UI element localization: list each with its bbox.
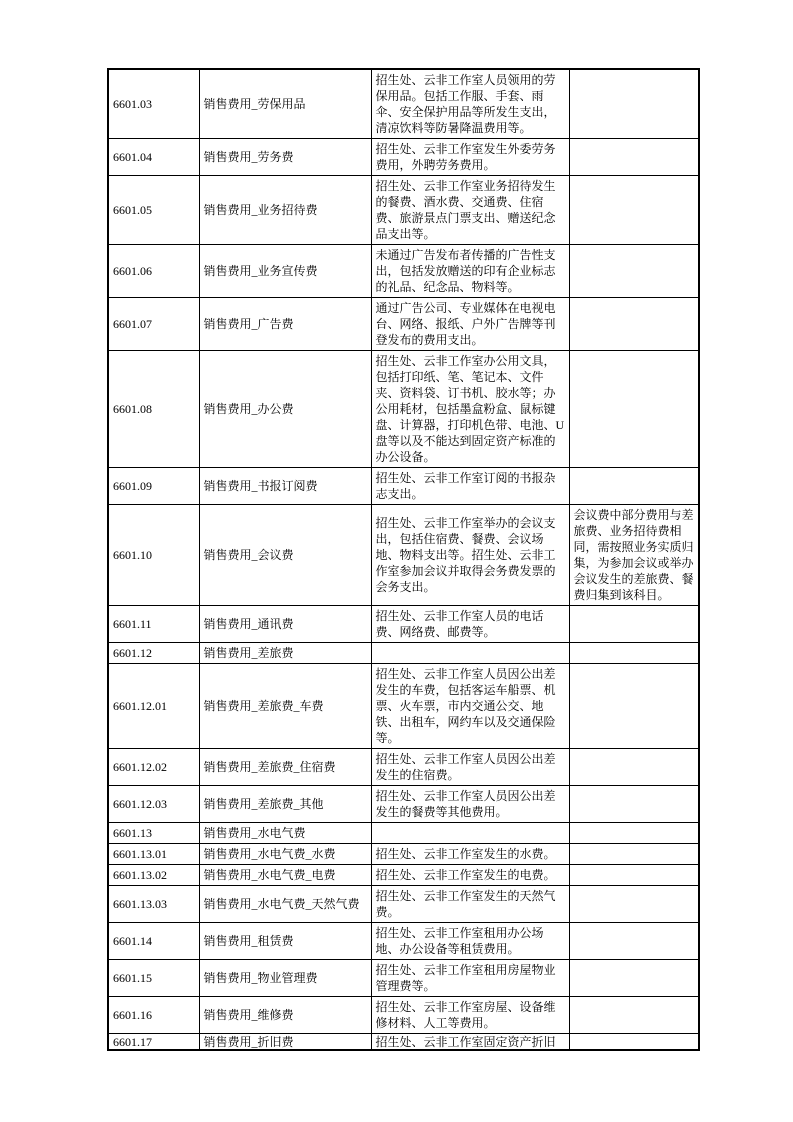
description-cell: 招生处、云非工作室人员因公出差发生的车费，包括客运车船票、机票、火车票，市内交通公交、地铁、出租车，网约车以及交通保险等。 [371,664,569,749]
notes-cell [569,245,699,298]
code-cell: 6601.12.03 [108,786,199,823]
description-cell [371,823,569,844]
name-cell: 销售费用_广告费 [199,298,371,351]
code-cell: 6601.12.02 [108,749,199,786]
account-table-body [108,69,699,1050]
code-cell: 6601.05 [108,176,199,245]
name-cell: 销售费用_物业管理费 [199,960,371,997]
description-cell: 招生处、云非工作室发生的天然气费。 [371,886,569,923]
description-cell: 招生处、云非工作室发生的电费。 [371,865,569,886]
notes-cell [569,298,699,351]
code-cell: 6601.12 [108,643,199,664]
name-cell: 销售费用_水电气费 [199,823,371,844]
code-cell: 6601.16 [108,997,199,1034]
table-row [108,844,699,865]
code-cell: 6601.03 [108,69,199,139]
code-cell: 6601.10 [108,505,199,606]
table-row [108,923,699,960]
notes-cell [569,664,699,749]
code-cell: 6601.06 [108,245,199,298]
notes-cell [569,960,699,997]
notes-cell [569,823,699,844]
name-cell: 销售费用_差旅费 [199,643,371,664]
description-cell: 招生处、云非工作室办公用文具，包括打印纸、笔、笔记本、文件夹、资料袋、订书机、胶水等；办公用耗材，包括墨盒粉盒、鼠标键盘、计算器，打印机色带、电池、U盘等以及不能达到固定资产标准的办公设备。 [371,351,569,468]
notes-cell [569,923,699,960]
notes-cell [569,468,699,505]
description-cell: 招生处、云非工作室举办的会议支出，包括住宿费、餐费、会议场地、物料支出等。招生处、云非工作室参加会议并取得会务费发票的会务支出。 [371,505,569,606]
name-cell: 销售费用_差旅费_住宿费 [199,749,371,786]
notes-cell [569,786,699,823]
description-cell: 招生处、云非工作室发生的水费。 [371,844,569,865]
name-cell: 销售费用_租赁费 [199,923,371,960]
description-cell: 招生处、云非工作室租用房屋物业管理费等。 [371,960,569,997]
notes-cell [569,69,699,139]
name-cell: 销售费用_水电气费_电费 [199,865,371,886]
name-cell: 销售费用_维修费 [199,997,371,1034]
table-row [108,749,699,786]
table-row [108,176,699,245]
notes-cell [569,351,699,468]
code-cell: 6601.12.01 [108,664,199,749]
notes-cell [569,749,699,786]
table-row [108,664,699,749]
description-cell: 招生处、云非工作室订阅的书报杂志支出。 [371,468,569,505]
name-cell: 销售费用_折旧费 [199,1034,371,1051]
table-row [108,139,699,176]
description-cell: 招生处、云非工作室人员的电话费、网络费、邮费等。 [371,606,569,643]
table-row [108,997,699,1034]
code-cell: 6601.13.03 [108,886,199,923]
code-cell: 6601.17 [108,1034,199,1051]
notes-cell [569,886,699,923]
name-cell: 销售费用_书报订阅费 [199,468,371,505]
table-row [108,606,699,643]
table-row [108,823,699,844]
code-cell: 6601.13.01 [108,844,199,865]
table-row [108,69,699,139]
description-cell: 未通过广告发布者传播的广告性支出，包括发放赠送的印有企业标志的礼品、纪念品、物料等。 [371,245,569,298]
code-cell: 6601.09 [108,468,199,505]
code-cell: 6601.08 [108,351,199,468]
notes-cell [569,865,699,886]
code-cell: 6601.13.02 [108,865,199,886]
table-row [108,960,699,997]
name-cell: 销售费用_业务宣传费 [199,245,371,298]
table-row [108,643,699,664]
name-cell: 销售费用_水电气费_天然气费 [199,886,371,923]
code-cell: 6601.13 [108,823,199,844]
description-cell: 招生处、云非工作室人员因公出差发生的住宿费。 [371,749,569,786]
name-cell: 销售费用_差旅费_其他 [199,786,371,823]
description-cell: 招生处、云非工作室发生外委劳务费用，外聘劳务费用。 [371,139,569,176]
description-cell: 通过广告公司、专业媒体在电视电台、网络、报纸、户外广告牌等刊登发布的费用支出。 [371,298,569,351]
name-cell: 销售费用_会议费 [199,505,371,606]
name-cell: 销售费用_差旅费_车费 [199,664,371,749]
notes-cell [569,606,699,643]
notes-cell: 会议费中部分费用与差旅费、业务招待费相同，需按照业务实质归集，为参加会议或举办会议发生的差旅费、餐费归集到该科目。 [569,505,699,606]
name-cell: 销售费用_业务招待费 [199,176,371,245]
table-row [108,245,699,298]
table-row [108,786,699,823]
table-row [108,865,699,886]
code-cell: 6601.04 [108,139,199,176]
description-cell: 招生处、云非工作室人员领用的劳保用品。包括工作服、手套、雨伞、安全保护用品等所发生支出，清凉饮料等防暑降温费用等。 [371,69,569,139]
table-row [108,351,699,468]
description-cell [371,643,569,664]
notes-cell [569,1034,699,1051]
table-row [108,298,699,351]
code-cell: 6601.11 [108,606,199,643]
code-cell: 6601.14 [108,923,199,960]
notes-cell [569,844,699,865]
account-table [107,68,700,1051]
description-cell: 招生处、云非工作室房屋、设备维修材料、人工等费用。 [371,997,569,1034]
table-row [108,468,699,505]
name-cell: 销售费用_水电气费_水费 [199,844,371,865]
description-cell: 招生处、云非工作室固定资产折旧 [371,1034,569,1051]
name-cell: 销售费用_劳保用品 [199,69,371,139]
name-cell: 销售费用_通讯费 [199,606,371,643]
notes-cell [569,139,699,176]
description-cell: 招生处、云非工作室租用办公场地、办公设备等租赁费用。 [371,923,569,960]
name-cell: 销售费用_劳务费 [199,139,371,176]
code-cell: 6601.07 [108,298,199,351]
table-row [108,886,699,923]
notes-cell [569,176,699,245]
description-cell: 招生处、云非工作室业务招待发生的餐费、酒水费、交通费、住宿费、旅游景点门票支出、赠送纪念品支出等。 [371,176,569,245]
name-cell: 销售费用_办公费 [199,351,371,468]
notes-cell [569,997,699,1034]
description-cell: 招生处、云非工作室人员因公出差发生的餐费等其他费用。 [371,786,569,823]
table-row [108,1034,699,1051]
table-row [108,505,699,606]
code-cell: 6601.15 [108,960,199,997]
notes-cell [569,643,699,664]
